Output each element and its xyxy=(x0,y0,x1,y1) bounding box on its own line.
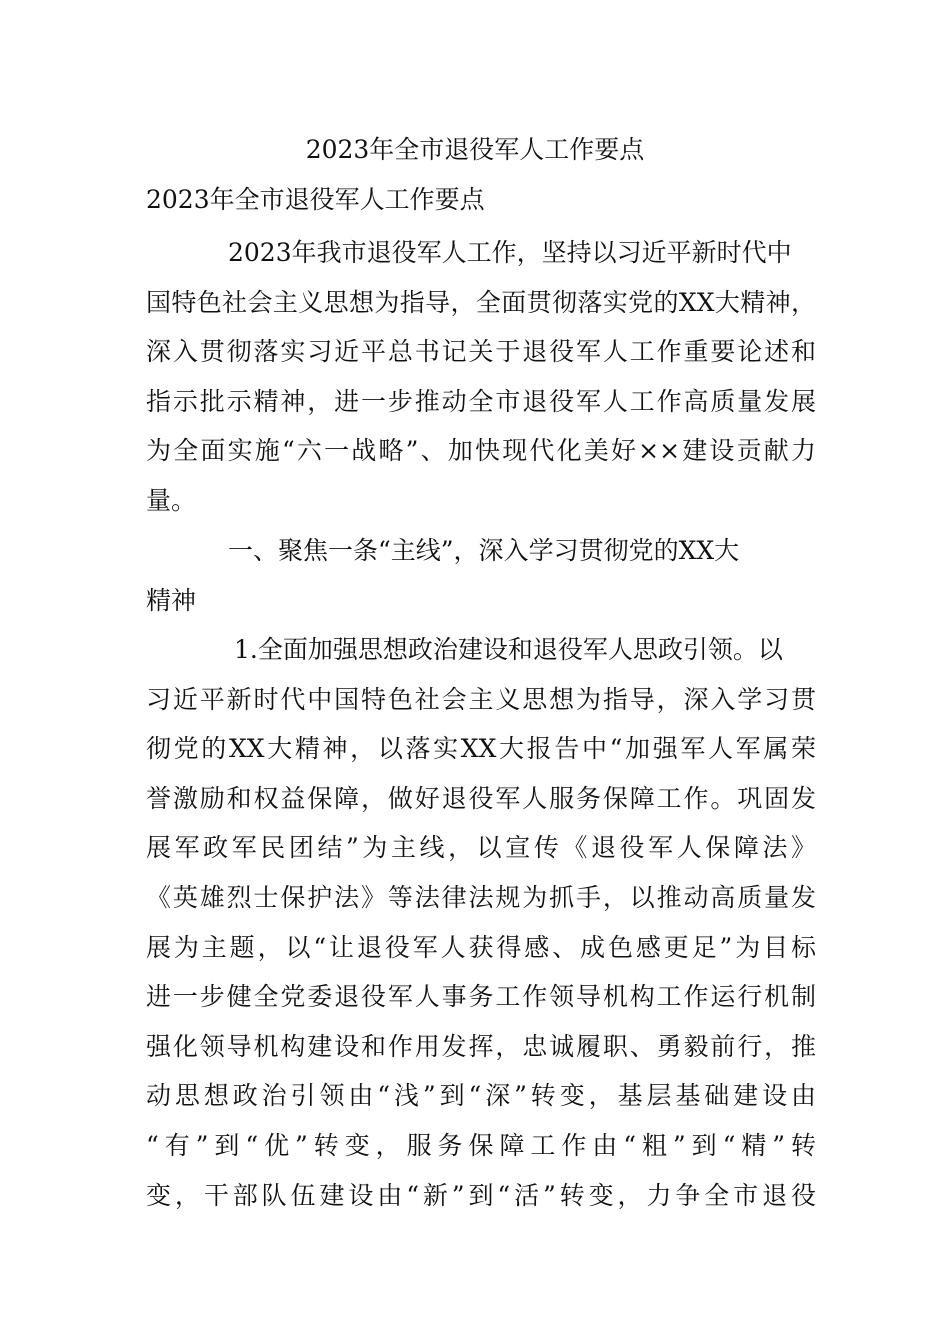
item-line: 誉激励和权益保障，做好退役军人服务保障工作。巩固发 xyxy=(146,783,816,813)
section-heading-line: 一、聚焦一条“主线”，深入学习贯彻党的XX大 xyxy=(228,536,740,565)
item-line: 1.全面加强思想政治建设和退役军人思政引领。以 xyxy=(234,635,783,664)
item-paragraph xyxy=(146,625,816,1220)
intro-line: 指示批示精神，进一步推动全市退役军人工作高质量发展 xyxy=(146,386,816,416)
item-line: 强化领导机构建设和作用发挥，忠诚履职、勇毅前行，推 xyxy=(146,1031,816,1061)
item-line: 进一步健全党委退役军人事务工作领导机构工作运行机制 xyxy=(146,982,816,1012)
item-line: 习近平新时代中国特色社会主义思想为指导，深入学习贯 xyxy=(146,684,816,714)
intro-line: 量。 xyxy=(146,485,197,515)
intro-paragraph xyxy=(146,228,816,526)
intro-line: 国特色社会主义思想为指导，全面贯彻落实党的XX大精神， xyxy=(146,287,816,317)
item-line: 动思想政治引领由“浅”到“深”转变，基层基础建设由 xyxy=(146,1081,816,1111)
section-heading-line: 精神 xyxy=(146,585,197,615)
item-line: 彻党的XX大精神，以落实XX大报告中“加强军人军属荣 xyxy=(146,734,816,764)
intro-line: 为全面实施“六一战略”、加快现代化美好××建设贡献力 xyxy=(146,436,816,466)
item-line: 展军政军民团结”为主线，以宣传《退役军人保障法》 xyxy=(146,833,816,863)
intro-line: 深入贯彻落实习近平总书记关于退役军人工作重要论述和 xyxy=(146,337,816,367)
item-line: “有”到“优”转变，服务保障工作由“粗”到“精”转 xyxy=(146,1130,816,1160)
item-line: 《英雄烈士保护法》等法律法规为抓手，以推动高质量发 xyxy=(146,882,816,912)
document-subtitle: 2023年全市退役军人工作要点 xyxy=(146,185,485,214)
section-heading xyxy=(146,526,816,625)
item-line: 展为主题，以“让退役军人获得感、成色感更足”为目标 xyxy=(146,932,816,962)
intro-line: 2023年我市退役军人工作，坚持以习近平新时代中 xyxy=(228,238,792,267)
document-title: 2023年全市退役军人工作要点 xyxy=(305,135,645,164)
item-line: 变，干部队伍建设由“新”到“活”转变，力争全市退役 xyxy=(146,1180,816,1210)
